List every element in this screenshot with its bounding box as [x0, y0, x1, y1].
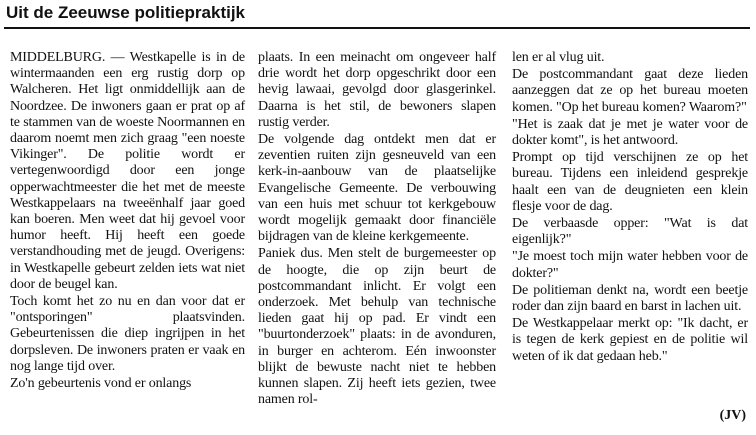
paragraph: plaats. In een meinacht om ongeveer half drie wordt het dorp opgeschrikt door een hevig lawaai, gevolgd door glasgerinkel. Daarna is het stil, de bewoners slapen rustig verder. — [258, 50, 496, 130]
column-2 — [258, 50, 496, 409]
paragraph: "Je moest toch mijn water hebben voor de dokter?" — [512, 249, 748, 281]
paragraph: Zo'n gebeurtenis vond er onlangs — [10, 376, 192, 392]
paragraph: De postcommandant gaat deze lieden aanzeggen dat ze op het bureau moeten komen. "Op het bureau komen? Waarom?" — [512, 67, 748, 115]
byline: (JV) — [719, 408, 746, 423]
column-3 — [512, 50, 748, 366]
paragraph: De volgende dag ontdekt men dat er zeventien ruiten zijn gesneuveld van een kerk-in-aanbouw van de plaatselijke Evangelische Gemeente. De verbouwing van een huis met schuur tot kerkgebouw wordt mogelijk gemaakt door financiële bijdragen van de kleine kerkgemeente. — [258, 132, 496, 245]
paragraph: Toch komt het zo nu en dan voor dat er "ontsporingen" plaatsvinden. Gebeurtenissen die diep ingrijpen in het dorpsleven. De inwoners praten er vaak en nog lange tijd over. — [10, 294, 245, 374]
paragraph: De Westkappelaar merkt op: "Ik dacht, er is tegen de kerk gepiest en de politie wil weten of ik dat gedaan heb." — [512, 316, 748, 364]
heading-rule — [4, 27, 750, 29]
paragraph: Paniek dus. Men stelt de burgemeester op de hoogte, die op zijn beurt de postcommandant inlicht. Er volgt een onderzoek. Met behulp van technische lieden gaat hij op pad. Er vindt een "buurtonderzoek" plaats: in de avonduren, in burger en achterom. Eén inwoonster blijkt de bewuste nacht niet te hebben kunnen slapen. Zij heeft iets gezien, twee namen rol- — [258, 246, 496, 408]
paragraph: De politieman denkt na, wordt een beetje roder dan zijn baard en barst in lachen uit. — [512, 282, 748, 315]
paragraph: De verbaasde opper: "Wat is dat eigenlijk?" — [512, 216, 748, 248]
article-heading: Uit de Zeeuwse politiepraktijk — [6, 3, 246, 22]
paragraph: Prompt op tijd verschijnen ze op het bureau. Tijdens een inleidend gesprekje haalt een van de deugnieten een klein flesje voor de dag. — [512, 150, 748, 214]
paragraph: MIDDELBURG. — Westkapelle is in de wintermaanden een erg rustig dorp op Walcheren. Het ligt onmiddellijk aan de Noordzee. De inwoners gaan er prat op af te stammen van de woeste Noormannen en daarom noemt men zich graag "een noeste Vikinger". De politie wordt er vertegenwoordigd door een jonge opperwachtmeester die het met de meeste Westkappelaars na tweeënhalf jaar goed kan boeren. Men weet dat hij gevoel voor humor heeft. Hij heeft een goede verstandhouding met de jeugd. Overigens: in Westkapelle gebeurt zelden iets wat niet door de beugel kan. — [10, 50, 245, 292]
paragraph: len er al vlug uit. — [512, 50, 605, 65]
column-1 — [10, 50, 245, 393]
paragraph: "Het is zaak dat je met je water voor de dokter komt", is het antwoord. — [512, 116, 748, 149]
